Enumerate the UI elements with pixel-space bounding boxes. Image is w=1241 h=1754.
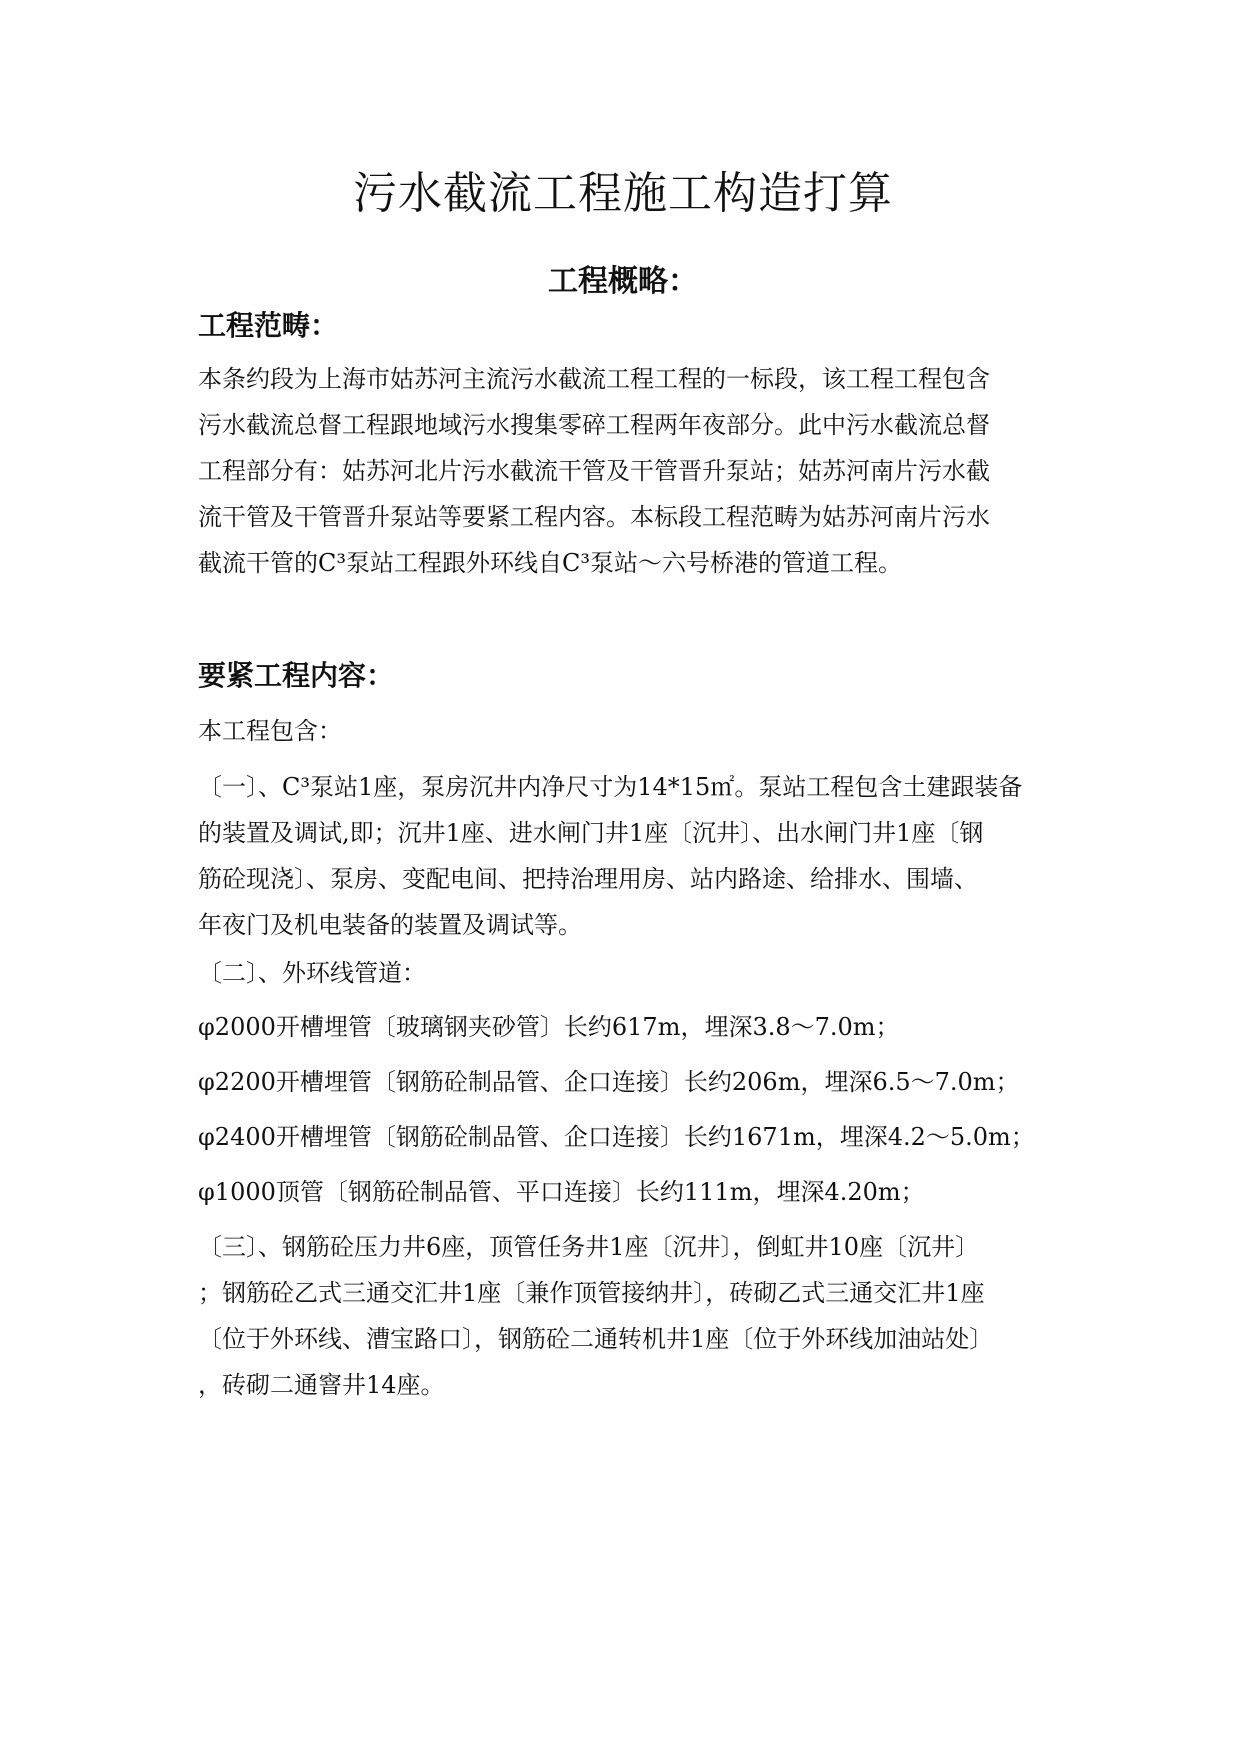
paragraph-line: 的装置及调试,即；沉井1座、进水闸门井1座〔沉井〕、出水闸门井1座〔钢 [198, 819, 984, 847]
pipe-line-item: φ2000开槽埋管〔玻璃钢夹砂管〕长约617m，埋深3.8～7.0m； [198, 1013, 900, 1041]
paragraph-line: 年夜门及机电装备的装置及调试等。 [198, 911, 582, 939]
pipe-line-item: φ1000顶管〔钢筋砼制品管、平口连接〕长约111m，埋深4.20m； [198, 1178, 925, 1206]
paragraph-line: 本条约段为上海市姑苏河主流污水截流工程工程的一标段，该工程工程包含 [198, 365, 990, 393]
section-heading-main-content: 要紧工程内容： [198, 659, 395, 692]
document-title: 污水截流工程施工构造打算 [353, 168, 893, 219]
scope-paragraph [198, 356, 1048, 586]
section-heading-scope: 工程范畴： [198, 309, 339, 342]
intro-text: 本工程包含： [198, 717, 342, 745]
item-three-paragraph [198, 1224, 1048, 1408]
paragraph-line: 污水截流总督工程跟地域污水搜集零碎工程两年夜部分。此中污水截流总督 [198, 411, 990, 439]
paragraph-line: 筋砼现浇〕、泵房、变配电间、把持治理用房、站内路途、给排水、围墙、 [198, 865, 978, 893]
paragraph-line: 截流干管的C³泵站工程跟外环线自C³泵站～六号桥港的管道工程。 [198, 549, 902, 577]
pipe-line-item: φ2200开槽埋管〔钢筋砼制品管、企口连接〕长约206m，埋深6.5～7.0m； [198, 1068, 1020, 1096]
item-one-paragraph [198, 764, 1048, 948]
paragraph-line: 工程部分有：姑苏河北片污水截流干管及干管晋升泵站；姑苏河南片污水截 [198, 457, 990, 485]
paragraph-line: 流干管及干管晋升泵站等要紧工程内容。本标段工程范畴为姑苏河南片污水 [198, 503, 990, 531]
document-subtitle: 工程概略： [548, 264, 698, 299]
document-page [198, 0, 1048, 1754]
item-two-heading: 〔二〕、外环线管道： [198, 959, 426, 987]
paragraph-line: ；钢筋砼乙式三通交汇井1座〔兼作顶管接纳井〕，砖砌乙式三通交汇井1座 [198, 1279, 985, 1307]
paragraph-line: ，砖砌二通窨井14座。 [198, 1371, 445, 1399]
pipe-line-item: φ2400开槽埋管〔钢筋砼制品管、企口连接〕长约1671m，埋深4.2～5.0m； [198, 1123, 1035, 1151]
paragraph-line: 〔一〕、C³泵站1座，泵房沉井内净尺寸为14*15㎡。泵站工程包含土建跟装备 [198, 773, 1023, 801]
paragraph-line: 〔位于外环线、漕宝路口〕，钢筋砼二通转机井1座〔位于外环线加油站处〕 [198, 1325, 994, 1353]
paragraph-line: 〔三〕、钢筋砼压力井6座，顶管任务井1座〔沉井〕，倒虹井10座〔沉井〕 [198, 1233, 980, 1261]
